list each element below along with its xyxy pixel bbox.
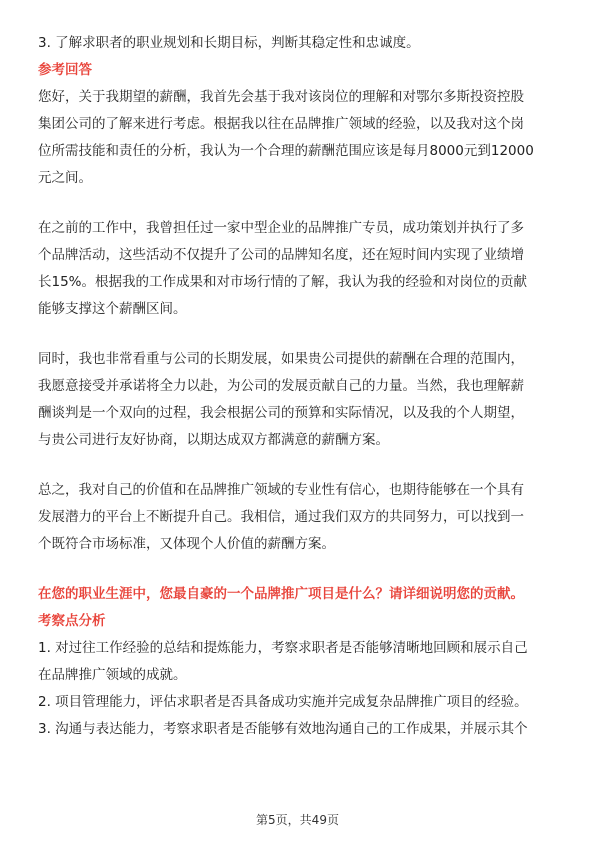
- paragraph: [38, 30, 562, 57]
- paragraph-line: 个品牌活动，这些活动不仅提升了公司的品牌知名度，还在短时间内实现了业绩增: [38, 247, 524, 263]
- paragraph: [38, 215, 562, 323]
- paragraph-line: 3. 了解求职者的职业规划和长期目标，判断其稳定性和忠诚度。: [38, 35, 420, 51]
- paragraph-gap: [38, 558, 562, 581]
- paragraph-line: 酬谈判是一个双向的过程，我会根据公司的预算和实际情况，以及我的个人期望，: [38, 405, 524, 421]
- page-content: [38, 30, 562, 743]
- paragraph: [38, 346, 562, 454]
- paragraph-line: 与贵公司进行友好协商，以期达成双方都满意的薪酬方案。: [38, 432, 389, 448]
- interview-question-line: 在您的职业生涯中，您最自豪的一个品牌推广项目是什么？请详细说明您的贡献。: [38, 586, 524, 602]
- paragraph-gap: [38, 454, 562, 477]
- paragraph-line: 1. 对过往工作经验的总结和提炼能力，考察求职者是否能够清晰地回顾和展示自己: [38, 640, 528, 656]
- paragraph-line: 总之，我对自己的价值和在品牌推广领域的专业性有信心，也期待能够在一个具有: [38, 482, 524, 498]
- paragraph-line: 元之间。: [38, 170, 92, 186]
- paragraph-line: 我愿意接受并承诺将全力以赴，为公司的发展贡献自己的力量。当然，我也理解薪: [38, 378, 524, 394]
- interview-question: [38, 581, 562, 608]
- paragraph: [38, 635, 562, 743]
- paragraph-line: 集团公司的了解来进行考虑。根据我以往在品牌推广领域的经验，以及我对这个岗: [38, 116, 524, 132]
- paragraph-line: 3. 沟通与表达能力，考察求职者是否能够有效地沟通自己的工作成果，并展示其个: [38, 721, 528, 737]
- section-heading: [38, 608, 562, 635]
- paragraph-line: 您好，关于我期望的薪酬，我首先会基于我对该岗位的理解和对鄂尔多斯投资控股: [38, 89, 524, 105]
- paragraph: [38, 477, 562, 558]
- paragraph-line: 发展潜力的平台上不断提升自己。我相信，通过我们双方的共同努力，可以找到一: [38, 509, 524, 525]
- section-heading-line: 参考回答: [38, 62, 92, 78]
- paragraph-line: 位所需技能和责任的分析，我认为一个合理的薪酬范围应该是每月8000元到12000: [38, 143, 534, 159]
- page-footer: 第5页，共49页: [256, 813, 339, 827]
- paragraph-gap: [38, 323, 562, 346]
- paragraph-gap: [38, 192, 562, 215]
- paragraph-line: 能够支撑这个薪酬区间。: [38, 301, 187, 317]
- paragraph-line: 个既符合市场标准，又体现个人价值的薪酬方案。: [38, 536, 335, 552]
- paragraph-line: 长15%。根据我的工作成果和对市场行情的了解，我认为我的经验和对岗位的贡献: [38, 274, 528, 290]
- paragraph-line: 在品牌推广领域的成就。: [38, 667, 187, 683]
- paragraph-line: 同时，我也非常看重与公司的长期发展，如果贵公司提供的薪酬在合理的范围内，: [38, 351, 524, 367]
- section-heading: [38, 57, 562, 84]
- paragraph-line: 2. 项目管理能力，评估求职者是否具备成功实施并完成复杂品牌推广项目的经验。: [38, 694, 528, 710]
- paragraph: [38, 84, 562, 192]
- section-heading-line: 考察点分析: [38, 613, 106, 629]
- paragraph-line: 在之前的工作中，我曾担任过一家中型企业的品牌推广专员，成功策划并执行了多: [38, 220, 524, 236]
